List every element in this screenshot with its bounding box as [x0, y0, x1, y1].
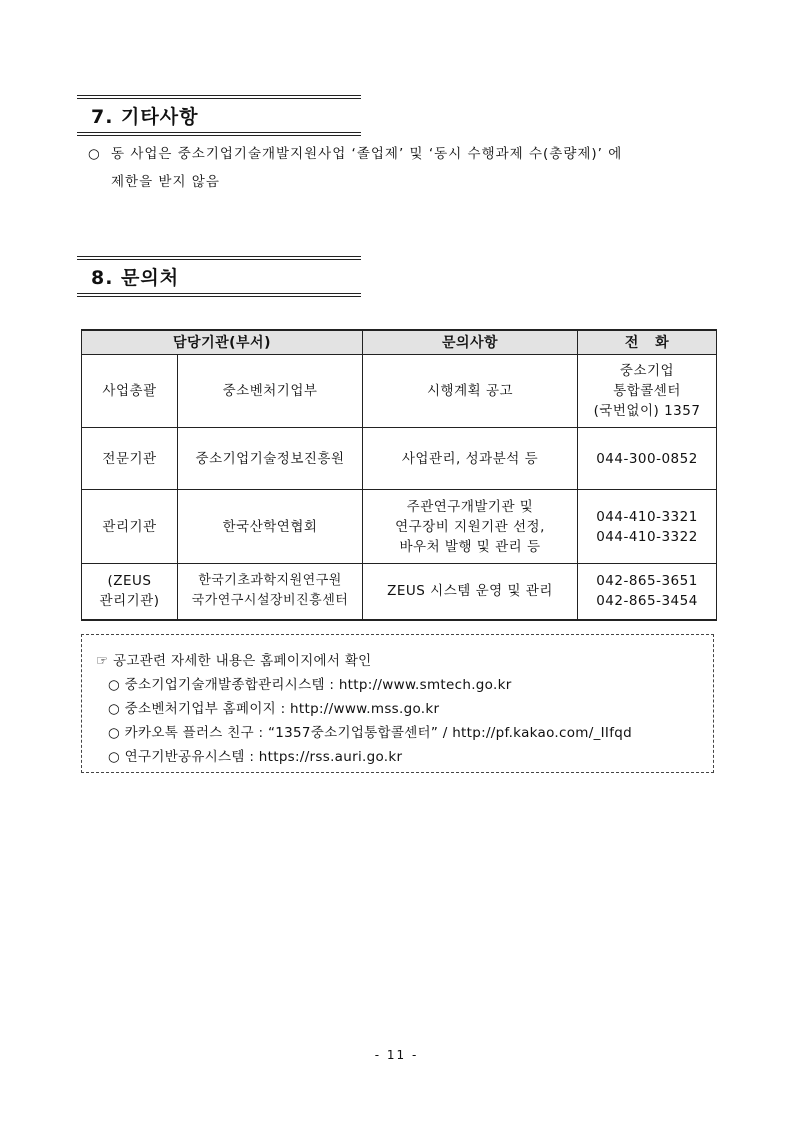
- table-cell: [82, 564, 178, 620]
- section-7-rule-bottom: [77, 132, 361, 136]
- table-row: [82, 490, 717, 564]
- section-8-rule-bottom: [77, 293, 361, 297]
- cell-line: 바우처 발행 및 관리 등: [399, 538, 541, 555]
- notice-item: ○ 중소기업기술개발종합관리시스템 : http://www.smtech.go.kr: [108, 677, 512, 693]
- header-department: 담당기관(부서): [82, 330, 363, 355]
- table-cell: [578, 564, 717, 620]
- cell-line: 중소벤처기업부: [222, 383, 318, 399]
- section-7-line-1: 동 사업은 중소기업기술개발지원사업 ‘졸업제’ 및 ‘동시 수행과제 수(총량제)’ 에: [111, 146, 623, 162]
- cell-line: 사업관리, 성과분석 등: [401, 450, 539, 467]
- table-row: [82, 355, 717, 428]
- table-cell: [178, 490, 363, 564]
- table-cell: [82, 355, 178, 428]
- header-inquiry: 문의사항: [363, 330, 578, 355]
- cell-line: 시행계획 공고: [426, 383, 514, 399]
- table-cell: [178, 355, 363, 428]
- cell-line: 사업총괄: [102, 383, 157, 399]
- cell-line: 044-410-3321: [596, 508, 698, 525]
- table-cell: [578, 428, 717, 490]
- table-cell: [82, 428, 178, 490]
- section-7-title: 7. 기타사항: [91, 106, 199, 128]
- notice-box: [81, 634, 714, 773]
- table-cell: [363, 490, 578, 564]
- cell-line: (국번없이) 1357: [593, 403, 701, 419]
- table-cell: [363, 564, 578, 620]
- notice-item: ○ 연구기반공유시스템 : https://rss.auri.go.kr: [108, 749, 403, 765]
- section-7-header: [77, 95, 361, 136]
- table-cell: [578, 355, 717, 428]
- table-row: [82, 564, 717, 620]
- header-phone: 전 화: [578, 330, 717, 355]
- cell-line: 한국기초과학지원연구원: [198, 573, 342, 589]
- section-7-bullet: [88, 141, 101, 167]
- section-7-line-2: 제한을 받지 않음: [111, 174, 220, 190]
- cell-line: ZEUS 시스템 운영 및 관리: [387, 583, 553, 600]
- cell-line: 관리기관: [102, 518, 157, 535]
- notice-item: ○ 중소벤처기업부 홈페이지 : http://www.mss.go.kr: [108, 701, 440, 717]
- cell-line: 연구장비 지원기관 선정,: [395, 518, 545, 535]
- bullet-mark: ○: [88, 146, 101, 162]
- cell-line: 통합콜센터: [613, 383, 681, 399]
- cell-line: 전문기관: [102, 450, 157, 467]
- table-cell: [578, 490, 717, 564]
- cell-line: 주관연구개발기관 및: [406, 498, 534, 515]
- notice-heading: ☞ 공고관련 자세한 내용은 홈페이지에서 확인: [96, 653, 372, 669]
- cell-line: 042-865-3454: [596, 593, 698, 610]
- table-cell: [363, 428, 578, 490]
- cell-line: (ZEUS: [107, 573, 152, 590]
- table-cell: [363, 355, 578, 428]
- table-row: [82, 428, 717, 490]
- contact-table: [81, 329, 717, 621]
- table-cell: [178, 564, 363, 620]
- page-number: - 11 -: [374, 1048, 419, 1062]
- cell-line: 국가연구시설장비진흥센터: [191, 593, 349, 609]
- cell-line: 044-300-0852: [596, 450, 698, 467]
- cell-line: 관리기관): [99, 593, 160, 610]
- table-cell: [82, 490, 178, 564]
- table-cell: [178, 428, 363, 490]
- cell-line: 042-865-3651: [596, 573, 698, 590]
- cell-line: 중소기업: [619, 363, 675, 379]
- section-8-title: 8. 문의처: [91, 267, 180, 289]
- cell-line: 044-410-3322: [596, 528, 698, 545]
- cell-line: 중소기업기술정보진흥원: [195, 450, 345, 467]
- cell-line: 한국산학연협회: [222, 518, 318, 535]
- table-header-row: [82, 330, 717, 355]
- notice-item: ○ 카카오톡 플러스 친구 : “1357중소기업통합콜센터” / http://pf.kakao.com/_IIfqd: [108, 725, 632, 741]
- section-8-header: [77, 256, 361, 297]
